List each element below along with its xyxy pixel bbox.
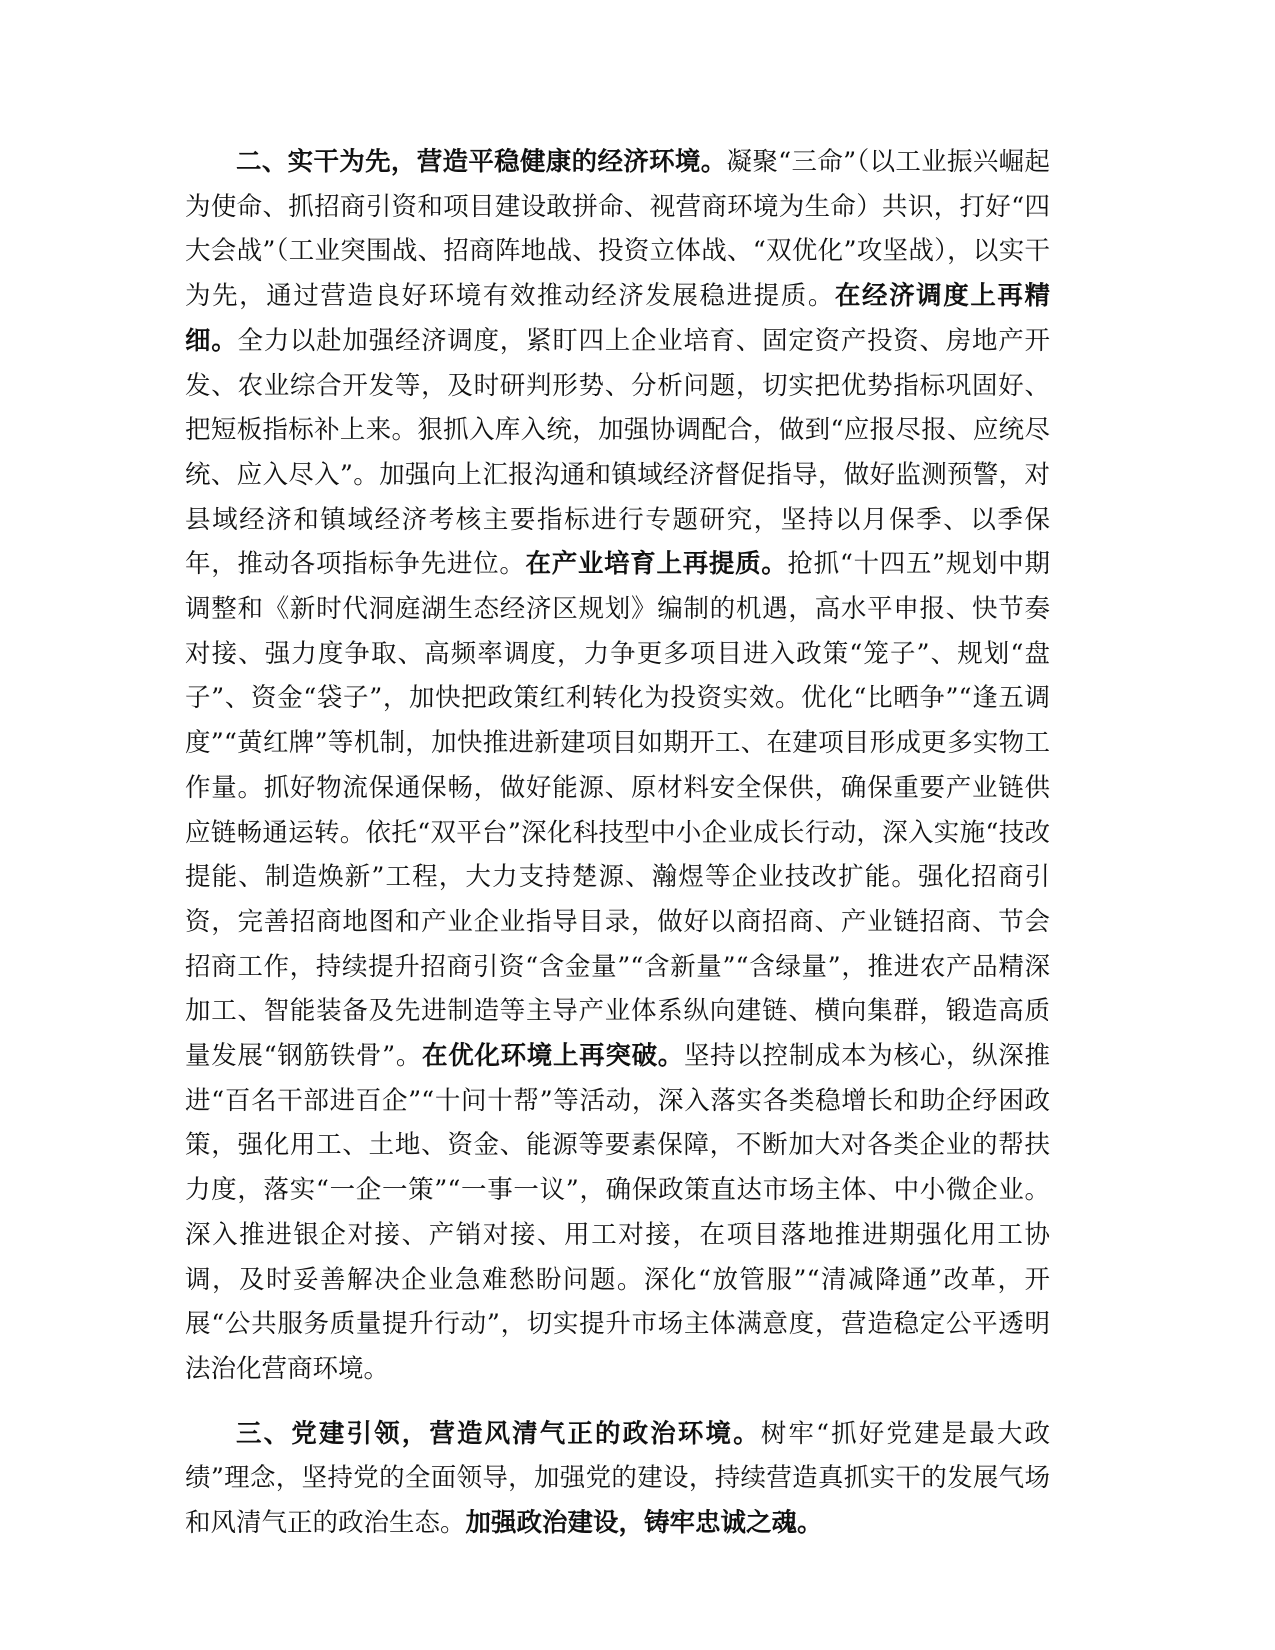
subsection-heading: 加强政治建设，铸牢忠诚之魂。 — [465, 1508, 823, 1539]
paragraph-economic-environment — [185, 140, 1050, 1392]
body-text: 全力以赴加强经济调度，紧盯四上企业培育、固定资产投资、房地产开发、农业综合开发等，及时研判形势、分析问题，切实把优势指标巩固好、把短板指标补上来。狠抓入库入统，加强协调配合，做到“应报尽报、应统尽统、应入尽入”。加强向上汇报沟通和镇域经济督促指导，做好监测预警，对县域经济和镇域经济考核主要指标进行专题研究，坚持以月保季、以季保年，推动各项指标争先进位。 — [185, 325, 1050, 580]
document-body — [185, 140, 1050, 1546]
subsection-heading: 在优化环境上再突破。 — [422, 1041, 684, 1072]
body-text: 树牢“抓好党建是最大政绩”理念，坚持党的全面领导，加强党的建设，持续营造真抓实干的发展气场和风清气正的政治生态。 — [185, 1418, 1050, 1539]
body-text: 凝聚“三命”（以工业振兴崛起为使命、抓招商引资和项目建设敢拼命、视营商环境为生命）共识，打好“四大会战”（工业突围战、招商阵地战、投资立体战、“双优化”攻坚战），以实干为先，通过营造良好环境有效推动经济发展稳进提质。 — [185, 147, 1050, 312]
body-text: 坚持以控制成本为核心，纵深推进“百名干部进百企”“十问十帮”等活动，深入落实各类稳增长和助企纾困政策，强化用工、土地、资金、能源等要素保障，不断加大对各类企业的帮扶力度，落实“一企一策”“一事一议”，确保政策直达市场主体、中小微企业。深入推进银企对接、产销对接、用工对接，在项目落地推进期强化用工协调，及时妥善解决企业急难愁盼问题。深化“放管服”“清减降通”改革，开展“公共服务质量提升行动”，切实提升市场主体满意度，营造稳定公平透明法治化营商环境。 — [185, 1041, 1050, 1384]
section-heading: 二、实干为先，营造平稳健康的经济环境。 — [236, 147, 727, 177]
subsection-heading: 在经济调度上再精细。 — [185, 281, 1050, 356]
body-text: 抢抓“十四五”规划中期调整和《新时代洞庭湖生态经济区规划》编制的机遇，高水平申报、快节奏对接、强力度争取、高频率调度，力争更多项目进入政策“笼子”、规划“盘子”、资金“袋子”，加快把政策红利转化为投资实效。优化“比晒争”“逢五调度”“黄红牌”等机制，加快推进新建项目如期开工、在建项目形成更多实物工作量。抓好物流保通保畅，做好能源、原材料安全保供，确保重要产业链供应链畅通运转。依托“双平台”深化科技型中小企业成长行动，深入实施“技改提能、制造焕新”工程，大力支持楚源、瀚煜等企业技改扩能。强化招商引资，完善招商地图和产业企业指导目录，做好以商招商、产业链招商、节会招商工作，持续提升招商引资“含金量”“含新量”“含绿量”，推进农产品精深加工、智能装备及先进制造等主导产业体系纵向建链、横向集群，锻造高质量发展“钢筋铁骨”。 — [185, 549, 1050, 1072]
section-heading: 三、党建引领，营造风清气正的政治环境。 — [236, 1418, 761, 1449]
paragraph-political-environment — [185, 1412, 1050, 1546]
subsection-heading: 在产业培育上再提质。 — [525, 549, 788, 580]
